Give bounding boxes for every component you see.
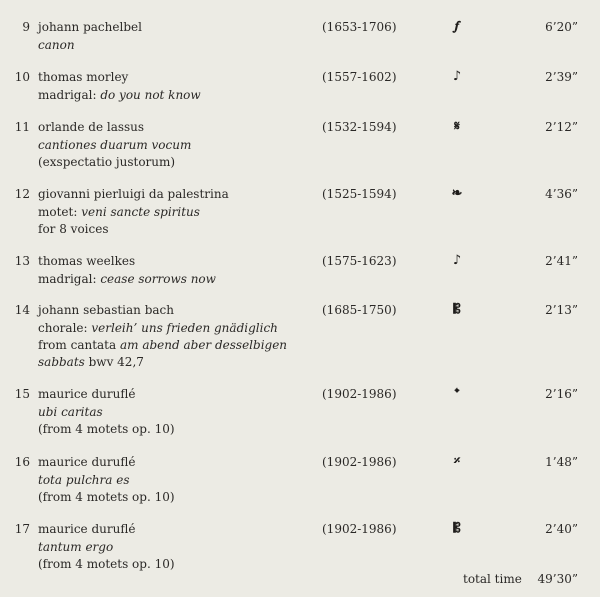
- ornament-icon: ❧: [451, 186, 463, 201]
- work-title-italic: tota pulchra es: [38, 473, 130, 487]
- composer-name: thomas morley: [38, 70, 129, 84]
- eighth-note-icon: ♪: [452, 69, 462, 84]
- work-title-italic: sabbats: [38, 355, 85, 369]
- track-duration: 1’48”: [545, 455, 578, 469]
- composer-dates: (1532-1594): [322, 120, 397, 134]
- composer-dates: (1685-1750): [322, 303, 397, 317]
- track-duration: 2’41”: [545, 254, 578, 268]
- work-title-italic: cantiones duarum vocum: [38, 138, 192, 152]
- track-number: 10: [14, 70, 30, 84]
- composer-dates: (1902-1986): [322, 455, 397, 469]
- work-title-line: [38, 204, 200, 221]
- work-title-line: [38, 337, 287, 354]
- work-title-line: [38, 539, 113, 556]
- work-title-italic: ubi caritas: [38, 405, 103, 419]
- work-title-italic: tantum ergo: [38, 540, 114, 554]
- composer-name: johann pachelbel: [38, 20, 142, 34]
- track-duration: 4’36”: [545, 187, 578, 201]
- composer-dates: (1902-1986): [322, 522, 397, 536]
- composer-name: orlande de lassus: [38, 120, 145, 134]
- work-text: (from 4 motets op. 10): [38, 557, 175, 571]
- work-title-italic: veni sancte spiritus: [81, 205, 200, 219]
- work-title-line: [38, 354, 144, 371]
- work-title-italic: am abend aber desselbigen: [119, 338, 288, 352]
- work-text: (from 4 motets op. 10): [38, 490, 175, 504]
- composer-name: giovanni pierluigi da palestrina: [38, 187, 229, 201]
- composer-name: maurice duruflé: [38, 522, 136, 536]
- work-title-line: [38, 271, 216, 288]
- track-number: 11: [14, 120, 30, 134]
- work-title-line: [38, 556, 175, 573]
- composer-name: maurice duruflé: [38, 387, 136, 401]
- work-text: motet:: [38, 205, 82, 219]
- track-duration: 2’13”: [545, 303, 578, 317]
- work-text: bwv 42,7: [84, 355, 144, 369]
- c-clef-icon: 𝄡: [453, 521, 461, 536]
- work-title-line: [38, 37, 75, 54]
- track-duration: 2’12”: [545, 120, 578, 134]
- track-duration: 2’16”: [545, 387, 578, 401]
- composer-dates: (1525-1594): [322, 187, 397, 201]
- track-number: 9: [22, 20, 30, 34]
- track-number: 12: [14, 187, 30, 201]
- track-duration: 2’40”: [545, 522, 578, 536]
- track-number: 17: [14, 522, 30, 536]
- total-time-value: 49’30”: [537, 572, 578, 586]
- track-number: 15: [14, 387, 30, 401]
- composer-dates: (1575-1623): [322, 254, 397, 268]
- composer-dates: (1902-1986): [322, 387, 397, 401]
- coda-icon: 𝄌: [454, 386, 460, 401]
- work-title-italic: verleih’ uns frieden gnädiglich: [91, 321, 278, 335]
- composer-name: johann sebastian bach: [38, 303, 174, 317]
- work-title-line: [38, 421, 175, 438]
- segno-icon: 𝄋: [454, 119, 460, 134]
- work-title-italic: do you not know: [100, 88, 201, 102]
- work-title-line: [38, 489, 175, 506]
- work-text: (exspectatio justorum): [38, 155, 176, 169]
- forte-dynamic-icon: 𝆑: [454, 19, 460, 34]
- composer-name: maurice duruflé: [38, 455, 136, 469]
- work-title-line: [38, 221, 109, 238]
- track-number: 16: [14, 455, 30, 469]
- work-text: chorale:: [38, 321, 92, 335]
- composer-dates: (1653-1706): [322, 20, 397, 34]
- work-title-italic: cease sorrows now: [100, 272, 216, 286]
- composer-name: thomas weelkes: [38, 254, 136, 268]
- work-text: for 8 voices: [38, 222, 109, 236]
- track-number: 13: [14, 254, 30, 268]
- work-text: from cantata: [38, 338, 120, 352]
- work-title-line: [38, 472, 130, 489]
- track-number: 14: [14, 303, 30, 317]
- composer-dates: (1557-1602): [322, 70, 397, 84]
- work-title-line: [38, 404, 103, 421]
- work-title-line: [38, 87, 201, 104]
- eighth-note-icon: ♪: [452, 253, 462, 268]
- work-title-line: [38, 320, 278, 337]
- work-text: madrigal:: [38, 272, 101, 286]
- c-clef-icon: 𝄡: [453, 302, 461, 317]
- work-text: (from 4 motets op. 10): [38, 422, 175, 436]
- work-title-italic: canon: [38, 38, 75, 52]
- total-time-label: total time: [463, 572, 522, 586]
- track-duration: 6’20”: [545, 20, 578, 34]
- track-duration: 2’39”: [545, 70, 578, 84]
- work-title-line: [38, 137, 191, 154]
- work-title-line: [38, 154, 175, 171]
- work-text: madrigal:: [38, 88, 101, 102]
- repeat-sign-icon: 𝄎: [453, 454, 461, 469]
